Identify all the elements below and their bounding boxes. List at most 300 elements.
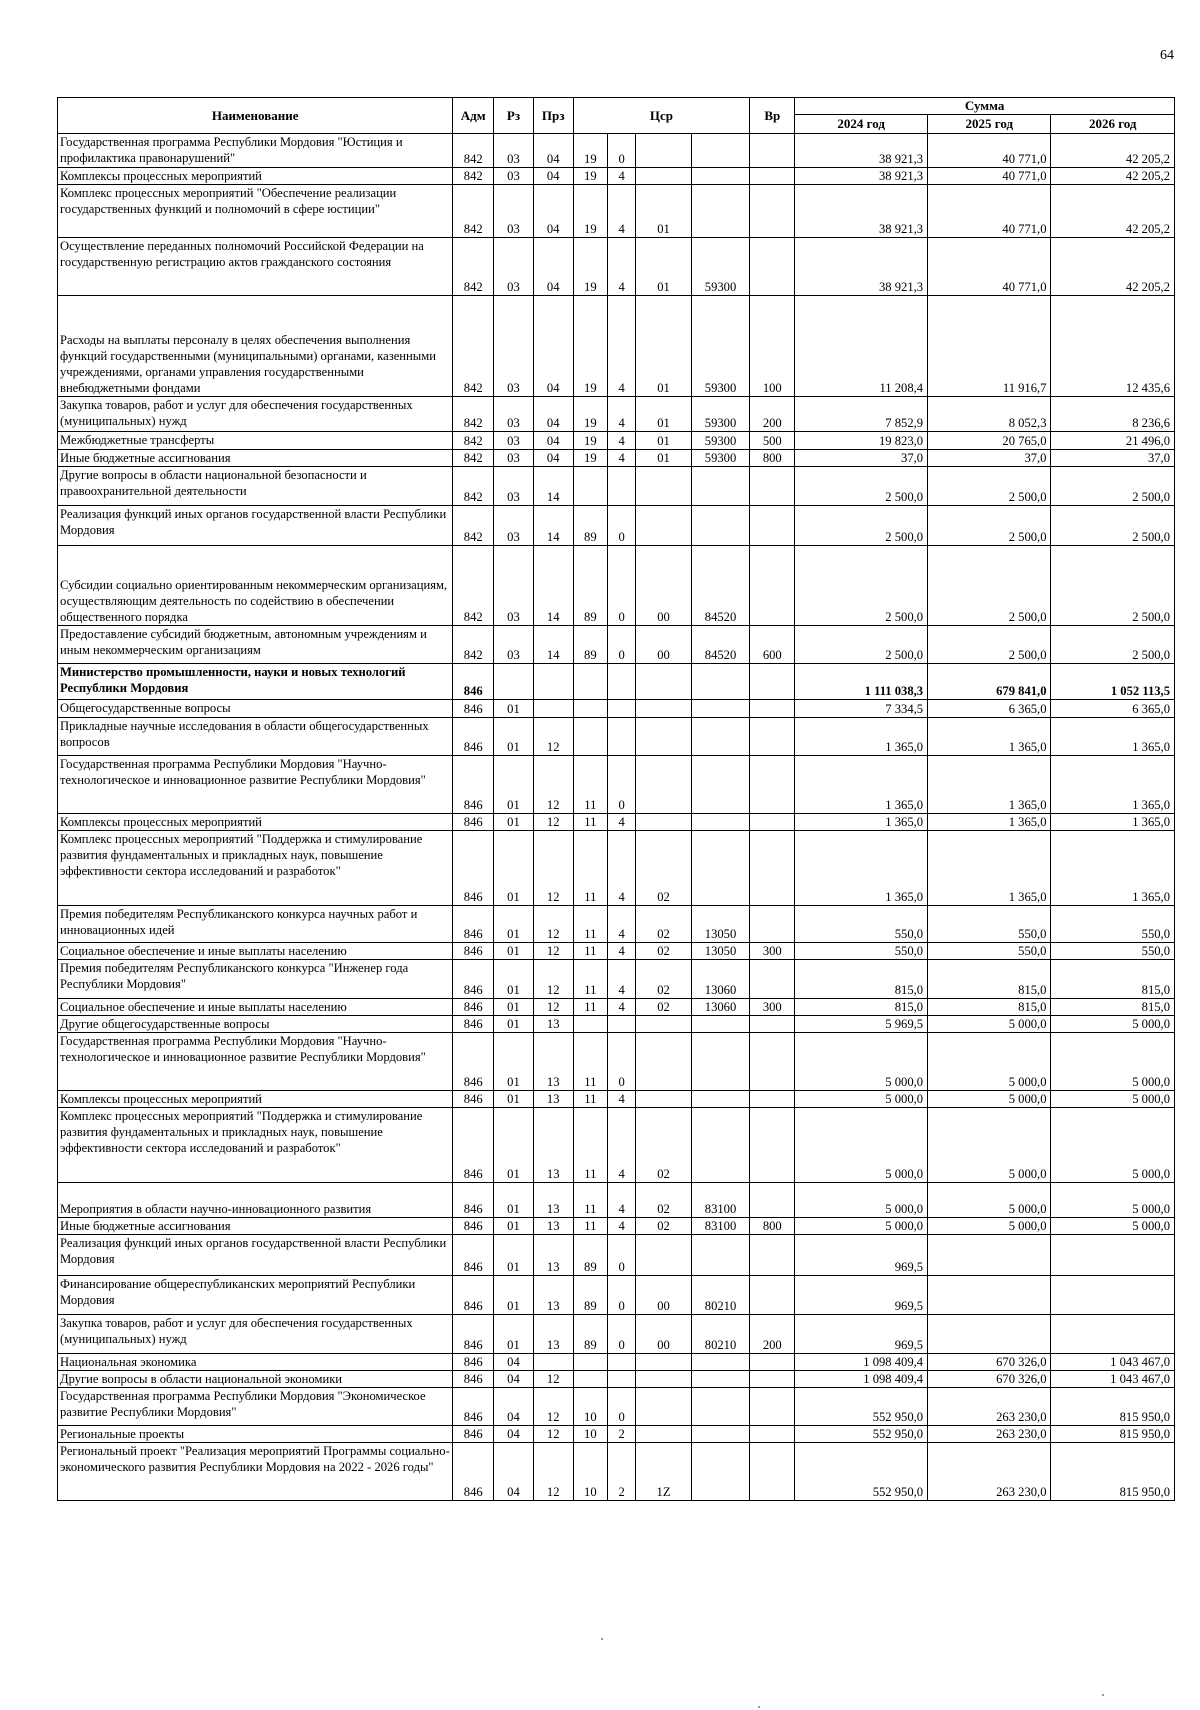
row-name: Закупка товаров, работ и услуг для обеспечения государственных (муниципальных) нужд (58, 397, 453, 432)
col-csr-subtype: 01 (636, 185, 691, 238)
col-sum-2024: 38 921,3 (795, 168, 928, 185)
col-sum-2024: 969,5 (795, 1276, 928, 1315)
col-sum-2024: 1 098 409,4 (795, 1371, 928, 1388)
col-sum-2025: 550,0 (928, 906, 1051, 943)
header-csr: Цср (573, 98, 750, 134)
row-name: Расходы на выплаты персоналу в целях обеспечения выполнения функций государственными (муниципальными) органами, казенными учреждениями, органами управления государственными внебюджетными фондами (58, 296, 453, 397)
col-csr-subtype (636, 664, 691, 700)
col-sum-2025: 679 841,0 (928, 664, 1051, 700)
col-sum-2026: 815 950,0 (1051, 1388, 1175, 1426)
row-name: Комплекс процессных мероприятий "Поддержка и стимулирование развития фундаментальных и прикладных наук, повышение эффективности сектора исследований и разработок" (58, 831, 453, 906)
col-sum-2024: 969,5 (795, 1315, 928, 1354)
col-csr-direction: 80210 (691, 1276, 750, 1315)
col-vr (750, 831, 795, 906)
col-csr-direction: 13050 (691, 943, 750, 960)
col-sum-2025: 1 365,0 (928, 814, 1051, 831)
col-csr-type: 4 (608, 432, 636, 450)
col-csr-subtype: 1Z (636, 1443, 691, 1501)
col-adm: 846 (453, 1218, 494, 1235)
col-vr: 200 (750, 397, 795, 432)
col-prz: 04 (533, 432, 573, 450)
table-row (58, 1371, 1175, 1388)
col-csr-direction (691, 1108, 750, 1183)
col-sum-2025: 263 230,0 (928, 1443, 1051, 1501)
col-csr-program: 10 (573, 1426, 608, 1443)
col-csr-direction (691, 1354, 750, 1371)
col-sum-2024: 5 000,0 (795, 1218, 928, 1235)
col-prz: 12 (533, 831, 573, 906)
col-vr: 800 (750, 1218, 795, 1235)
col-adm: 846 (453, 1315, 494, 1354)
col-sum-2026: 815 950,0 (1051, 1426, 1175, 1443)
row-name: Предоставление субсидий бюджетным, автономным учреждениям и иным некоммерческим организациям (58, 626, 453, 664)
col-vr: 600 (750, 626, 795, 664)
col-csr-direction (691, 814, 750, 831)
col-csr-direction (691, 1443, 750, 1501)
col-rz: 01 (494, 1315, 534, 1354)
row-name: Социальное обеспечение и иные выплаты населению (58, 999, 453, 1016)
col-csr-program (573, 718, 608, 756)
col-sum-2025: 20 765,0 (928, 432, 1051, 450)
col-sum-2024: 38 921,3 (795, 238, 928, 296)
col-rz: 01 (494, 700, 534, 718)
col-csr-program (573, 1371, 608, 1388)
col-sum-2024: 5 000,0 (795, 1108, 928, 1183)
col-vr (750, 756, 795, 814)
row-name: Премия победителям Республиканского конкурса научных работ и инновационных идей (58, 906, 453, 943)
col-sum-2025 (928, 1315, 1051, 1354)
col-sum-2025: 8 052,3 (928, 397, 1051, 432)
col-csr-type (608, 1354, 636, 1371)
col-adm: 846 (453, 943, 494, 960)
table-row (58, 185, 1175, 238)
col-sum-2024: 7 334,5 (795, 700, 928, 718)
col-sum-2024: 5 000,0 (795, 1091, 928, 1108)
col-prz: 12 (533, 814, 573, 831)
col-csr-program: 11 (573, 1033, 608, 1091)
row-name: Иные бюджетные ассигнования (58, 1218, 453, 1235)
col-csr-direction (691, 467, 750, 506)
col-csr-program: 19 (573, 450, 608, 467)
col-rz: 01 (494, 1033, 534, 1091)
col-csr-type: 4 (608, 185, 636, 238)
col-sum-2024: 815,0 (795, 999, 928, 1016)
col-sum-2026: 1 365,0 (1051, 814, 1175, 831)
col-vr (750, 1388, 795, 1426)
col-adm: 846 (453, 814, 494, 831)
col-csr-direction (691, 185, 750, 238)
table-row (58, 397, 1175, 432)
row-name: Региональный проект "Реализация мероприятий Программы социально-экономического развития Республики Мордовия на 2022 - 2026 годы" (58, 1443, 453, 1501)
col-vr (750, 467, 795, 506)
col-rz: 01 (494, 1016, 534, 1033)
col-csr-subtype (636, 1388, 691, 1426)
col-sum-2026: 1 365,0 (1051, 756, 1175, 814)
col-sum-2025: 11 916,7 (928, 296, 1051, 397)
col-sum-2026: 5 000,0 (1051, 1218, 1175, 1235)
col-adm: 846 (453, 1108, 494, 1183)
col-rz: 01 (494, 831, 534, 906)
table-row (58, 756, 1175, 814)
col-sum-2025: 1 365,0 (928, 756, 1051, 814)
col-vr (750, 168, 795, 185)
col-adm: 846 (453, 1426, 494, 1443)
col-sum-2026: 2 500,0 (1051, 467, 1175, 506)
col-rz: 03 (494, 185, 534, 238)
col-csr-subtype: 01 (636, 238, 691, 296)
col-prz: 04 (533, 238, 573, 296)
col-csr-direction: 13060 (691, 999, 750, 1016)
col-prz: 12 (533, 906, 573, 943)
col-csr-direction (691, 1371, 750, 1388)
col-sum-2026: 1 365,0 (1051, 718, 1175, 756)
table-row (58, 1276, 1175, 1315)
col-csr-type: 0 (608, 756, 636, 814)
col-sum-2024: 37,0 (795, 450, 928, 467)
col-sum-2024: 19 823,0 (795, 432, 928, 450)
row-name: Государственная программа Республики Мордовия "Научно-технологическое и инновационное развитие Республики Мордовия" (58, 1033, 453, 1091)
budget-table-wrapper (57, 97, 1175, 1501)
col-csr-type: 0 (608, 1033, 636, 1091)
col-csr-program: 11 (573, 1091, 608, 1108)
col-csr-type: 4 (608, 1183, 636, 1218)
col-prz: 14 (533, 546, 573, 626)
col-prz: 12 (533, 1371, 573, 1388)
col-sum-2026 (1051, 1315, 1175, 1354)
table-row (58, 1235, 1175, 1276)
col-csr-subtype (636, 718, 691, 756)
table-row (58, 831, 1175, 906)
table-row (58, 432, 1175, 450)
table-row (58, 943, 1175, 960)
col-adm: 846 (453, 664, 494, 700)
col-prz: 14 (533, 626, 573, 664)
row-name: Другие общегосударственные вопросы (58, 1016, 453, 1033)
table-row (58, 1426, 1175, 1443)
col-sum-2024: 2 500,0 (795, 506, 928, 546)
col-vr (750, 1091, 795, 1108)
table-row (58, 450, 1175, 467)
table-body (58, 134, 1175, 1501)
col-adm: 846 (453, 718, 494, 756)
col-vr (750, 1426, 795, 1443)
col-csr-subtype (636, 168, 691, 185)
row-name: Мероприятия в области научно-инновационного развития (58, 1183, 453, 1218)
col-vr: 100 (750, 296, 795, 397)
col-sum-2024: 7 852,9 (795, 397, 928, 432)
col-sum-2025: 2 500,0 (928, 506, 1051, 546)
col-csr-program: 19 (573, 238, 608, 296)
col-sum-2026: 1 043 467,0 (1051, 1354, 1175, 1371)
col-prz: 04 (533, 185, 573, 238)
table-row (58, 626, 1175, 664)
col-sum-2026: 5 000,0 (1051, 1183, 1175, 1218)
col-csr-direction (691, 718, 750, 756)
col-sum-2024: 5 969,5 (795, 1016, 928, 1033)
col-prz: 14 (533, 506, 573, 546)
col-sum-2024: 2 500,0 (795, 626, 928, 664)
col-sum-2024: 552 950,0 (795, 1443, 928, 1501)
col-csr-type: 4 (608, 238, 636, 296)
table-row (58, 1091, 1175, 1108)
col-rz: 01 (494, 756, 534, 814)
col-csr-program (573, 467, 608, 506)
col-vr (750, 814, 795, 831)
table-row (58, 1443, 1175, 1501)
col-csr-direction (691, 1235, 750, 1276)
col-csr-subtype: 00 (636, 626, 691, 664)
row-name: Другие вопросы в области национальной безопасности и правоохранительной деятельности (58, 467, 453, 506)
col-csr-direction (691, 831, 750, 906)
col-adm: 842 (453, 397, 494, 432)
col-csr-type: 4 (608, 1108, 636, 1183)
col-prz: 13 (533, 1033, 573, 1091)
col-sum-2024: 5 000,0 (795, 1183, 928, 1218)
col-csr-type: 0 (608, 626, 636, 664)
table-row (58, 1315, 1175, 1354)
scan-speck (1102, 1694, 1104, 1696)
col-vr (750, 546, 795, 626)
row-name: Национальная экономика (58, 1354, 453, 1371)
header-adm: Адм (453, 98, 494, 134)
col-sum-2025: 1 365,0 (928, 831, 1051, 906)
col-csr-program: 11 (573, 814, 608, 831)
col-csr-subtype (636, 1091, 691, 1108)
col-csr-subtype: 02 (636, 1108, 691, 1183)
col-sum-2026: 5 000,0 (1051, 1108, 1175, 1183)
col-rz: 03 (494, 238, 534, 296)
row-name: Региональные проекты (58, 1426, 453, 1443)
col-sum-2024: 1 365,0 (795, 718, 928, 756)
row-name: Премия победителям Республиканского конкурса "Инженер года Республики Мордовия" (58, 960, 453, 999)
col-sum-2025: 5 000,0 (928, 1108, 1051, 1183)
col-rz: 01 (494, 906, 534, 943)
col-csr-type: 4 (608, 296, 636, 397)
col-rz: 03 (494, 450, 534, 467)
budget-table (57, 97, 1175, 1501)
col-adm: 842 (453, 432, 494, 450)
col-sum-2026: 550,0 (1051, 906, 1175, 943)
col-rz: 01 (494, 1235, 534, 1276)
table-row (58, 134, 1175, 168)
col-sum-2024: 11 208,4 (795, 296, 928, 397)
row-name: Другие вопросы в области национальной экономики (58, 1371, 453, 1388)
table-row (58, 960, 1175, 999)
col-csr-type: 4 (608, 1218, 636, 1235)
col-vr (750, 700, 795, 718)
col-prz: 04 (533, 397, 573, 432)
col-sum-2026: 12 435,6 (1051, 296, 1175, 397)
col-adm: 842 (453, 168, 494, 185)
col-prz: 13 (533, 1218, 573, 1235)
row-name: Комплекс процессных мероприятий "Обеспечение реализации государственных функций и полномочий в сфере юстиции" (58, 185, 453, 238)
col-csr-program: 19 (573, 134, 608, 168)
col-vr: 300 (750, 943, 795, 960)
header-year-2025: 2025 год (928, 115, 1051, 134)
col-sum-2024: 552 950,0 (795, 1388, 928, 1426)
col-rz: 03 (494, 506, 534, 546)
col-csr-direction: 59300 (691, 296, 750, 397)
page-number: 64 (1160, 48, 1174, 63)
col-csr-subtype: 00 (636, 546, 691, 626)
col-csr-program: 11 (573, 1183, 608, 1218)
col-csr-type: 0 (608, 1388, 636, 1426)
col-prz: 12 (533, 718, 573, 756)
col-sum-2026: 2 500,0 (1051, 546, 1175, 626)
col-sum-2025: 5 000,0 (928, 1218, 1051, 1235)
col-csr-subtype (636, 1371, 691, 1388)
table-row (58, 1218, 1175, 1235)
col-adm: 846 (453, 1443, 494, 1501)
row-name: Реализация функций иных органов государственной власти Республики Мордовия (58, 1235, 453, 1276)
col-vr (750, 1443, 795, 1501)
col-csr-direction (691, 506, 750, 546)
col-sum-2024: 5 000,0 (795, 1033, 928, 1091)
col-sum-2026: 42 205,2 (1051, 134, 1175, 168)
col-csr-program: 11 (573, 960, 608, 999)
col-sum-2024: 550,0 (795, 906, 928, 943)
col-prz: 13 (533, 1276, 573, 1315)
col-csr-program: 19 (573, 168, 608, 185)
col-csr-program: 19 (573, 185, 608, 238)
col-sum-2026: 1 043 467,0 (1051, 1371, 1175, 1388)
col-sum-2024: 2 500,0 (795, 467, 928, 506)
col-prz: 04 (533, 134, 573, 168)
col-sum-2025: 2 500,0 (928, 546, 1051, 626)
col-csr-program: 11 (573, 831, 608, 906)
row-name: Реализация функций иных органов государственной власти Республики Мордовия (58, 506, 453, 546)
col-csr-type: 0 (608, 1315, 636, 1354)
col-sum-2026: 1 052 113,5 (1051, 664, 1175, 700)
col-rz: 03 (494, 134, 534, 168)
col-csr-program (573, 1016, 608, 1033)
col-sum-2025: 263 230,0 (928, 1426, 1051, 1443)
col-rz: 04 (494, 1388, 534, 1426)
col-adm: 846 (453, 1388, 494, 1426)
col-csr-type: 4 (608, 1091, 636, 1108)
col-adm: 846 (453, 906, 494, 943)
col-csr-subtype (636, 506, 691, 546)
table-header (58, 98, 1175, 134)
table-row (58, 1108, 1175, 1183)
col-vr (750, 1033, 795, 1091)
table-row (58, 1354, 1175, 1371)
col-sum-2024: 1 365,0 (795, 814, 928, 831)
header-prz: Прз (533, 98, 573, 134)
col-csr-direction: 83100 (691, 1218, 750, 1235)
col-csr-direction (691, 1388, 750, 1426)
col-prz: 13 (533, 1016, 573, 1033)
col-csr-direction (691, 756, 750, 814)
col-csr-subtype: 02 (636, 943, 691, 960)
table-row (58, 467, 1175, 506)
col-adm: 846 (453, 1235, 494, 1276)
col-csr-type: 0 (608, 1276, 636, 1315)
col-csr-subtype (636, 1016, 691, 1033)
row-name: Иные бюджетные ассигнования (58, 450, 453, 467)
col-csr-direction (691, 664, 750, 700)
col-csr-type: 2 (608, 1443, 636, 1501)
row-name: Прикладные научные исследования в области общегосударственных вопросов (58, 718, 453, 756)
col-csr-subtype (636, 1426, 691, 1443)
col-csr-direction (691, 168, 750, 185)
col-prz: 04 (533, 168, 573, 185)
col-prz: 12 (533, 943, 573, 960)
col-csr-subtype: 02 (636, 831, 691, 906)
col-sum-2026: 2 500,0 (1051, 506, 1175, 546)
col-vr (750, 960, 795, 999)
col-sum-2026: 815 950,0 (1051, 1443, 1175, 1501)
col-csr-subtype (636, 1235, 691, 1276)
col-rz: 01 (494, 814, 534, 831)
col-csr-subtype: 02 (636, 1183, 691, 1218)
col-sum-2025: 2 500,0 (928, 626, 1051, 664)
col-vr: 200 (750, 1315, 795, 1354)
table-row (58, 700, 1175, 718)
col-rz: 01 (494, 718, 534, 756)
col-prz: 12 (533, 1388, 573, 1426)
col-sum-2025: 670 326,0 (928, 1354, 1051, 1371)
col-vr (750, 1235, 795, 1276)
col-rz: 01 (494, 1091, 534, 1108)
col-sum-2026: 5 000,0 (1051, 1091, 1175, 1108)
col-csr-program: 19 (573, 432, 608, 450)
col-csr-program (573, 664, 608, 700)
col-prz: 12 (533, 1443, 573, 1501)
col-rz: 03 (494, 432, 534, 450)
col-csr-subtype: 02 (636, 960, 691, 999)
col-csr-direction: 59300 (691, 450, 750, 467)
col-csr-type: 4 (608, 943, 636, 960)
table-row (58, 546, 1175, 626)
col-csr-subtype: 00 (636, 1315, 691, 1354)
col-sum-2026: 550,0 (1051, 943, 1175, 960)
col-csr-direction (691, 1033, 750, 1091)
col-csr-program (573, 700, 608, 718)
col-csr-subtype: 01 (636, 296, 691, 397)
table-row (58, 1033, 1175, 1091)
col-vr: 800 (750, 450, 795, 467)
col-sum-2024: 815,0 (795, 960, 928, 999)
col-rz: 03 (494, 467, 534, 506)
col-csr-direction (691, 700, 750, 718)
col-sum-2026: 37,0 (1051, 450, 1175, 467)
col-vr (750, 1108, 795, 1183)
col-csr-direction (691, 134, 750, 168)
col-adm: 846 (453, 1276, 494, 1315)
row-name: Социальное обеспечение и иные выплаты населению (58, 943, 453, 960)
col-rz: 01 (494, 999, 534, 1016)
col-csr-program: 11 (573, 756, 608, 814)
table-row (58, 506, 1175, 546)
col-csr-subtype (636, 467, 691, 506)
col-sum-2026: 5 000,0 (1051, 1033, 1175, 1091)
col-sum-2024: 2 500,0 (795, 546, 928, 626)
col-csr-program: 19 (573, 397, 608, 432)
row-name: Осуществление переданных полномочий Российской Федерации на государственную регистрацию актов гражданского состояния (58, 238, 453, 296)
col-vr (750, 906, 795, 943)
col-adm: 846 (453, 960, 494, 999)
col-csr-direction: 83100 (691, 1183, 750, 1218)
col-csr-type (608, 467, 636, 506)
col-vr (750, 185, 795, 238)
col-adm: 842 (453, 296, 494, 397)
row-name: Государственная программа Республики Мордовия "Юстиция и профилактика правонарушений" (58, 134, 453, 168)
col-csr-program: 10 (573, 1388, 608, 1426)
col-csr-type: 4 (608, 450, 636, 467)
col-adm: 846 (453, 700, 494, 718)
col-prz: 12 (533, 756, 573, 814)
